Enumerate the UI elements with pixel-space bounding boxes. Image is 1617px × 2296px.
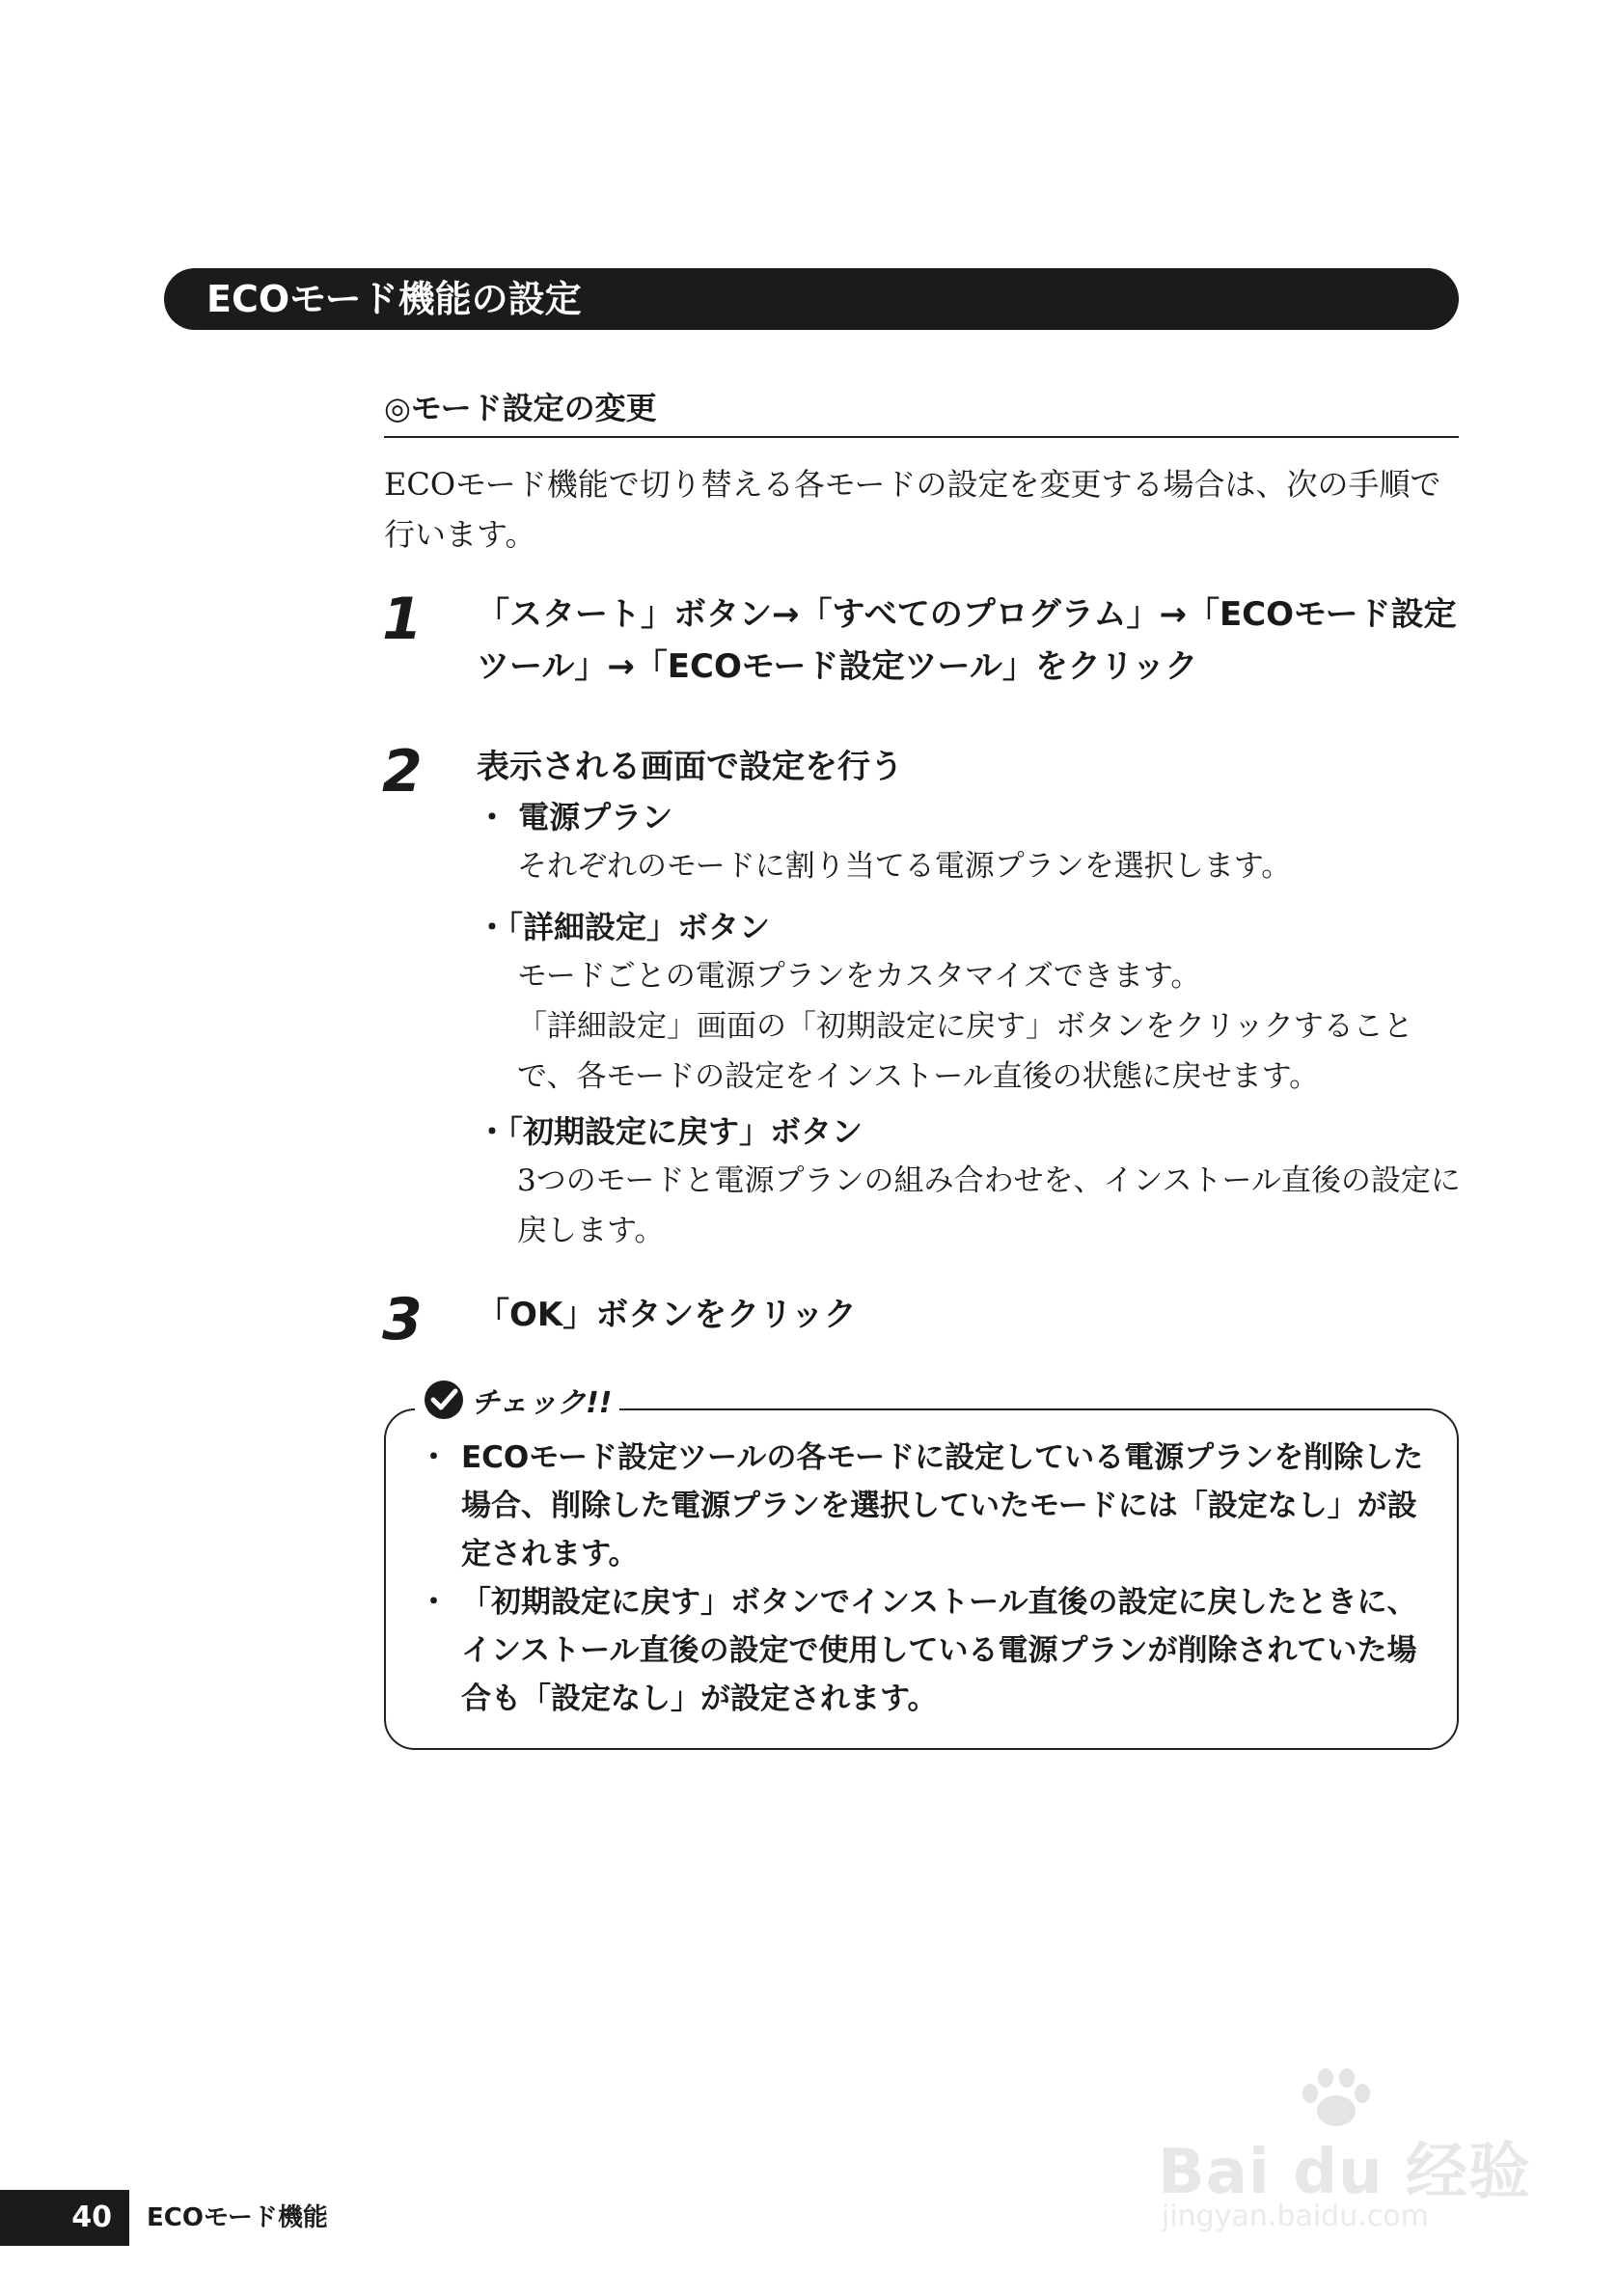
- bullet-head-reset: ・「初期設定に戻す」ボタン: [477, 1113, 863, 1150]
- watermark: [1148, 2064, 1553, 2257]
- bullet-head-power-plan: ・ 電源プラン: [477, 799, 673, 835]
- check-bullet-1: ・: [419, 1440, 449, 1475]
- bullet-body-advanced-detail: 「詳細設定」画面の「初期設定に戻す」ボタンをクリックすることで、各モードの設定をインストール直後の状態に戻せます。: [517, 1009, 1413, 1094]
- bullet-body-advanced: モードごとの電源プランをカスタマイズできます。: [517, 959, 1201, 994]
- check-label: チェック!!: [471, 1386, 613, 1420]
- section-title-bar: [164, 268, 1459, 330]
- watermark-url: jingyan.baidu.com: [1162, 2200, 1429, 2233]
- check-bullet-2: ・: [419, 1585, 449, 1620]
- intro-paragraph: ECOモード機能で切り替える各モードの設定を変更する場合は、次の手順で行います。: [384, 466, 1441, 553]
- section-title: ECOモード機能の設定: [206, 278, 582, 320]
- check-note-header: [415, 1376, 619, 1424]
- check-item-1: ECOモード設定ツールの各モードに設定している電源プランを削除した場合、削除した電源プランを選択していたモードには「設定なし」が設定されます。: [461, 1440, 1424, 1572]
- step-number-1: 1: [382, 586, 423, 653]
- step-text-1: 「スタート」ボタン→「すべてのプログラム」→「ECOモード設定ツール」→「ECOモード設定ツール」をクリック: [477, 595, 1457, 686]
- page-number: 40: [0, 2190, 129, 2246]
- checkmark-icon: [423, 1379, 465, 1421]
- bullet-body-reset: 3つのモードと電源プランの組み合わせを、インストール直後の設定に戻します。: [517, 1163, 1461, 1248]
- bullet-head-advanced: ・「詳細設定」ボタン: [477, 909, 771, 945]
- step-number-3: 3: [382, 1286, 423, 1353]
- check-item-2: 「初期設定に戻す」ボタンでインストール直後の設定に戻したときに、インストール直後の設定で使用している電源プランが削除されていた場合も「設定なし」が設定されます。: [461, 1585, 1417, 1716]
- subheading: ◎モード設定の変更: [384, 384, 1459, 438]
- watermark-brand: Bai du 经验: [1158, 2137, 1531, 2208]
- step-text-3: 「OK」ボタンをクリック: [477, 1296, 857, 1334]
- step-number-2: 2: [382, 738, 423, 806]
- footer-chapter-title: ECOモード機能: [147, 2203, 328, 2232]
- step-text-2: 表示される画面で設定を行う: [477, 748, 903, 786]
- bullet-body-power-plan: それぞれのモードに割り当てる電源プランを選択します。: [517, 849, 1292, 884]
